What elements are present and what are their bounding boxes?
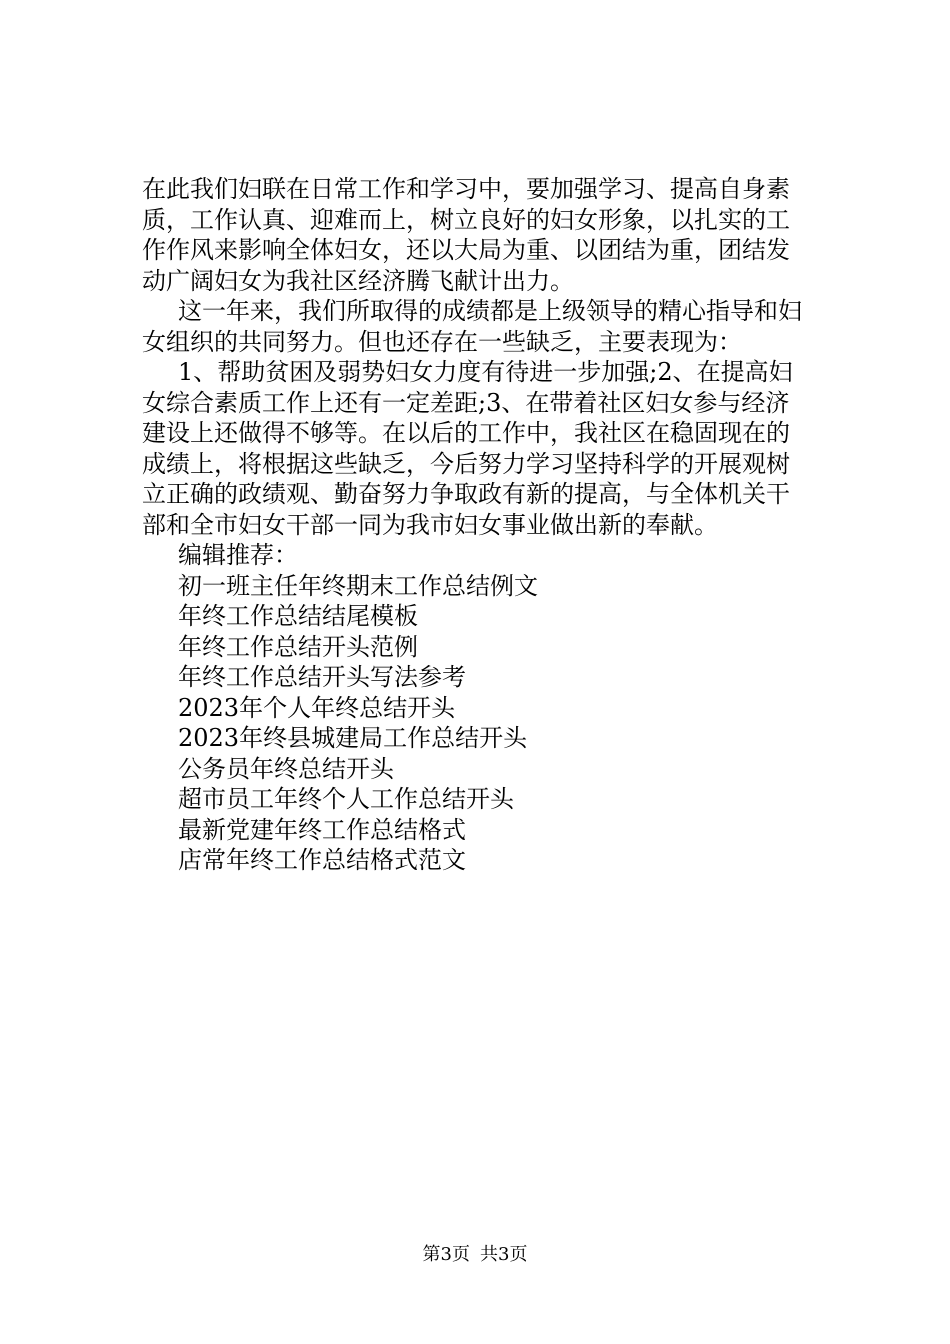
- page-number-total: 共3页: [480, 1244, 528, 1265]
- body-line: 作作风来影响全体妇女，还以大局为重、以团结为重，团结发: [142, 236, 790, 264]
- page-number-current: 第3页: [422, 1244, 470, 1265]
- recommend-link[interactable]: 2023年个人年终总结开头: [178, 693, 456, 722]
- recommend-link[interactable]: 年终工作总结开头写法参考: [178, 663, 466, 691]
- body-line: 女组织的共同努力。但也还存在一些缺乏，主要表现为：: [142, 327, 742, 356]
- recommend-link[interactable]: 超市员工年终个人工作总结开头: [178, 785, 514, 813]
- body-line: 成绩上，将根据这些缺乏，今后努力学习坚持科学的开展观树: [142, 449, 790, 478]
- recommend-link[interactable]: 公务员年终总结开头: [178, 754, 394, 783]
- body-line: 女综合素质工作上还有一定差距;3、在带着社区妇女参与经济: [142, 388, 790, 417]
- body-line: 建设上还做得不够等。在以后的工作中，我社区在稳固现在的: [142, 419, 790, 447]
- recommend-link[interactable]: 2023年终县城建局工作总结开头: [178, 724, 528, 752]
- recommend-link[interactable]: 最新党建年终工作总结格式: [178, 815, 466, 844]
- recommend-link[interactable]: 初一班主任年终期末工作总结例文: [178, 571, 538, 600]
- recommend-link[interactable]: 店常年终工作总结格式范文: [178, 846, 466, 874]
- recommend-link[interactable]: 年终工作总结结尾模板: [178, 602, 418, 630]
- page-footer: [0, 1243, 950, 1267]
- recommend-heading: 编辑推荐：: [178, 541, 298, 569]
- body-line: 动广阔妇女为我社区经济腾飞献计出力。: [142, 266, 574, 295]
- body-line: 部和全市妇女干部一同为我市妇女事业做出新的奉献。: [142, 510, 718, 539]
- body-line: 在此我们妇联在日常工作和学习中，要加强学习、提高自身素: [142, 175, 790, 203]
- recommend-link[interactable]: 年终工作总结开头范例: [178, 632, 418, 661]
- body-line: 1、帮助贫困及弱势妇女力度有待进一步加强;2、在提高妇: [178, 358, 793, 386]
- body-line: 质，工作认真、迎难而上，树立良好的妇女形象，以扎实的工: [142, 205, 790, 234]
- body-line: 立正确的政绩观、勤奋努力争取政有新的提高，与全体机关干: [142, 480, 790, 508]
- body-line: 这一年来，我们所取得的成绩都是上级领导的精心指导和妇: [178, 297, 802, 325]
- document-body: [142, 174, 810, 876]
